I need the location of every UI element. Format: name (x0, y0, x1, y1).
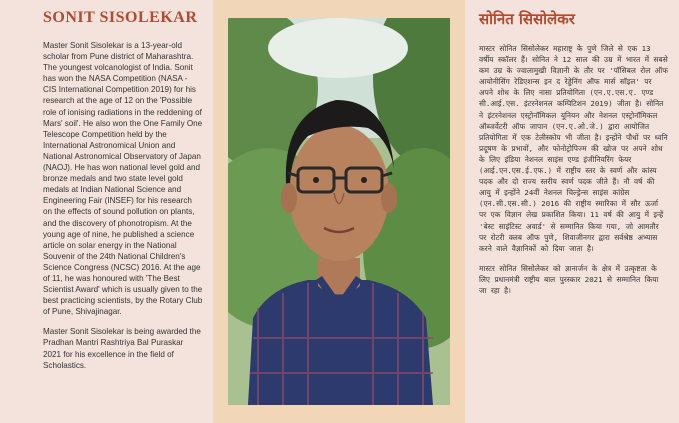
left-band (213, 0, 223, 423)
english-title: SONIT SISOLEKAR (43, 9, 198, 26)
portrait-photo (228, 18, 450, 405)
hindi-body (479, 43, 669, 305)
english-paragraph: Master Sonit Sisolekar is being awarded the Pradhan Mantri Rashtriya Bal Puraskar 2021 for his excellence in the field of Scholastics. (43, 327, 201, 370)
right-band (455, 0, 465, 423)
english-body (43, 40, 203, 380)
english-paragraph: Master Sonit Sisolekar is a 13-year-old scholar from Pune district of Maharashtra. The youngest volcanologist of India. Sonit has won the NASA Competition (NASA - CIS International Competition 2019) for his research at the age of 12 on the 'Possible role of ionising radiations in the reddening of Mars' soil'. He also won the One Family One Telescope Competition held by the International Astronomical Union and National Astronomical Observatory of Japan (NAOJ). He has won national level gold and bronze medals and two state level gold medals at Indian National Science and Engineering Fair (INSEF) for his research on the effects of sound pollution on plants, and the discovery of phonotropism. At the young age of nine, he published a science article on solar energy in the National Souvenir of the 24th National Children's Science Congress (NCSC) 2016. At the age of 11, he was honoured with 'The Best Scientist Award' which is usually given to the best practicing scientists, by the Rotary Club of Pune, Shivajinagar. (43, 41, 203, 317)
hindi-paragraph: मास्टर सोनित सिसोलेकर को ज्ञानार्जन के क्षेत्र में उत्कृष्टता के लिए प्रधानमंत्री राष्ट्रीय बाल पुरस्कार 2021 से सम्मानित किया जा रहा है। (479, 263, 659, 295)
hindi-title: सोनित सिसोलेकर (479, 10, 575, 28)
hindi-paragraph: मास्टर सोनित सिसोलेकर महाराष्ट्र के पुणे जिले से एक 13 वर्षीय स्कॉलर हैं। सोनित ने 12 साल की उम्र में भारत में सबसे कम उम्र के ज्वालामुखी विज्ञानी के तौर पर 'पॉसिबल रोल ऑफ आयोनीसिंग रेडिएशन्स इन द रेड्डेनिंग ऑफ मार्स सॉइल' पर अपने शोध के लिए नासा प्रतियोगिता (एन.ए.एस.ए. एण्ड सी.आई.एस. इंटरनेशनल कम्पिटिशन 2019) जीता है। सोनित ने इंटरनेशनल एस्ट्रोनॉमिकल यूनियन और नेशनल एस्ट्रोनॉमिकल ऑब्जर्वेटरी ऑफ जापान (एन.ए.ओ.जे.) द्वारा आयोजित प्रतियोगिता में एक टेलीस्कोप भी जीता है। इन्होंने पौधों पर ध्वनि प्रदूषण के प्रभावों, और फोनोट्रोपिज्म की खोज पर अपने शोध के लिए इंडिया नेशनल साइंस एण्ड इंजीनियरिंग फेयर (आई.एन.एस.ई.एफ.) में राष्ट्रीय स्तर के स्वर्ण और कांस्य पदक और दो राज्य स्तरीय स्वर्ण पदक जीते हैं। नौ वर्ष की आयु में इन्होंने 24वीं नेशनल चिल्ड्रेन्स साइंस कांग्रेस (एन.सी.एस.सी.) 2016 की राष्ट्रीय स्मारिका में सौर ऊर्जा पर एक विज्ञान लेख प्रकाशित किया। 11 वर्ष की आयु में इन्हें 'बेस्ट साइंटिस्ट अवार्ड' से सम्मानित किया गया, जो आमतौर पर रोटरी क्लब ऑफ पुणे, शिवाजीनगर द्वारा सर्वश्रेष्ठ अभ्यास करने वाले वैज्ञानिकों को दिया जाता है। (479, 44, 668, 253)
